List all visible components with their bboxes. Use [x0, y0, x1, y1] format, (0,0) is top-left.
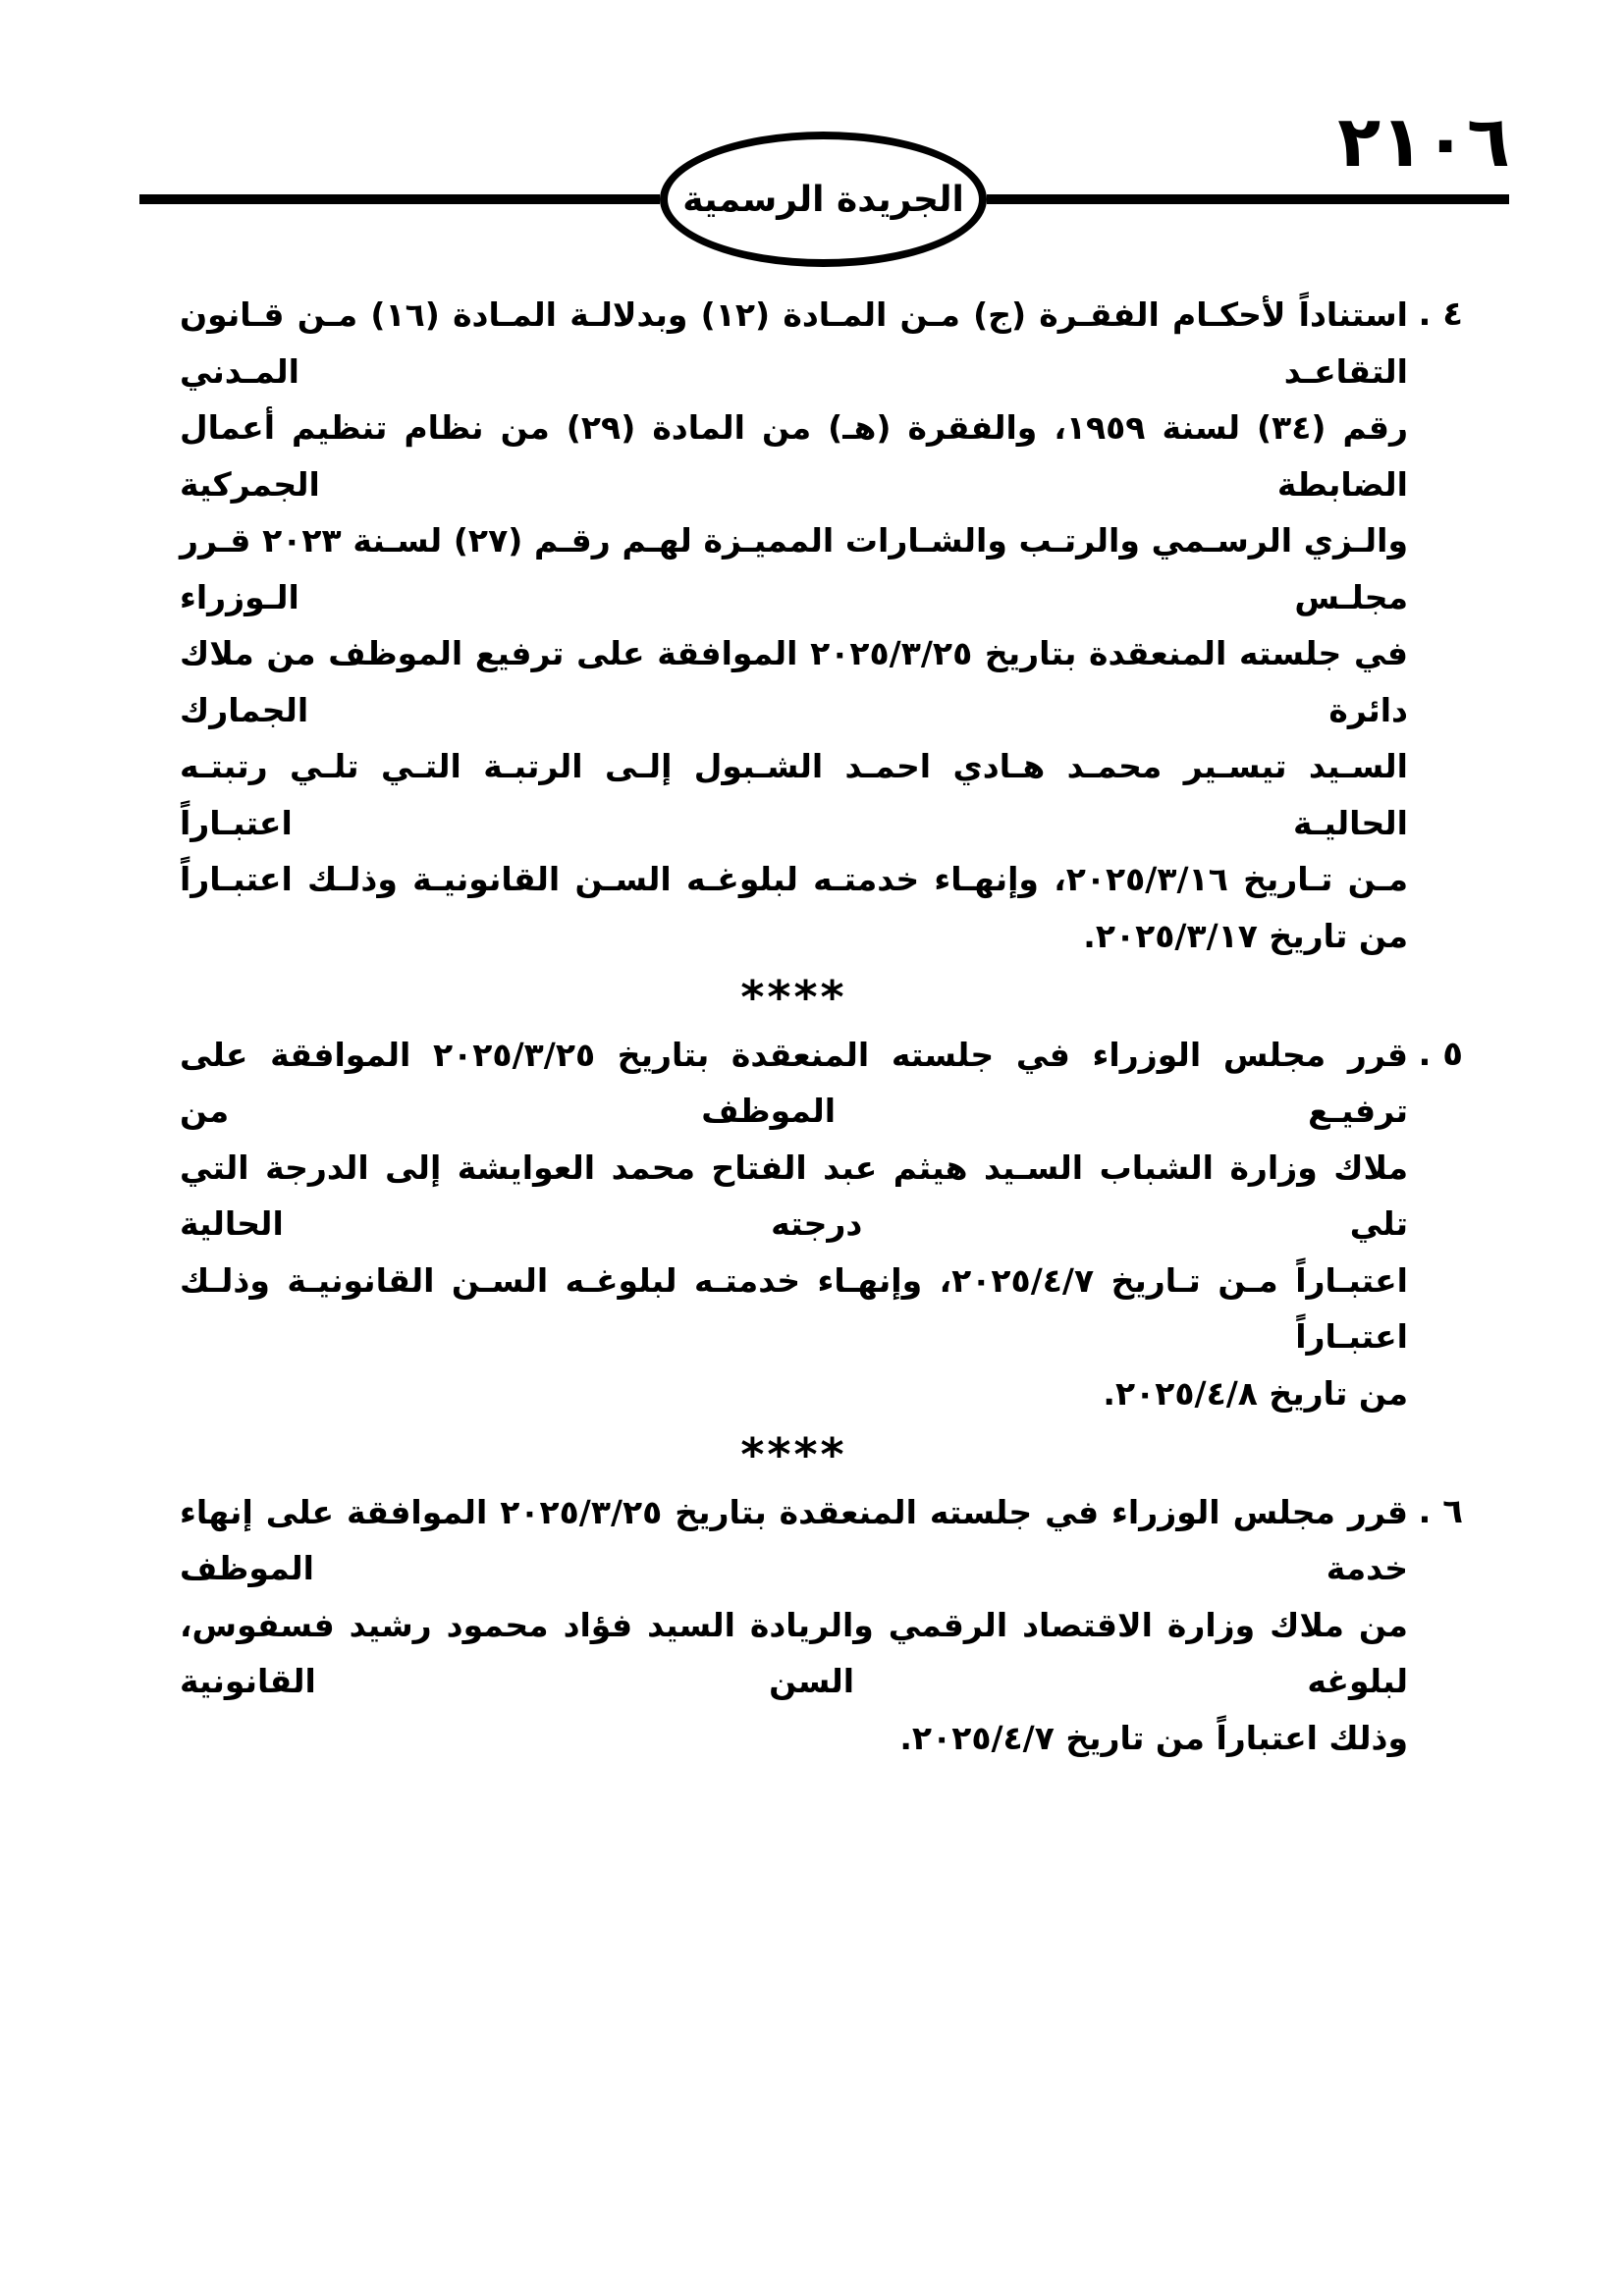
item-number: ٦ .: [1418, 1491, 1463, 1531]
decree-text: [180, 287, 1408, 964]
decree-text-line: استناداً لأحكـام الفقـرة (ج) مـن المـادة (١٢) وبدلالـة المـادة (١٦) مـن قـانون التقاعـد المـدني: [180, 295, 1408, 391]
gazette-title: الجريدة الرسمية: [682, 179, 964, 220]
decree-text-line: مـن تـاريخ ٢٠٢٥/٣/١٦، وإنهـاء خدمتـه لبلوغـه السـن القانونيـة وذلـك اعتبـاراً: [180, 860, 1408, 898]
item-number: ٥ .: [1418, 1034, 1463, 1074]
decree-item-٦: [180, 1484, 1463, 1767]
header-rule-left: [139, 194, 660, 204]
decree-text-line: ملاك وزارة الشباب السـيد هيثم عبد الفتاح محمد العوايشة إلى الدرجة التي تلي درجته الحالية: [180, 1148, 1408, 1243]
decree-text-line: قرر مجلس الوزراء في جلسته المنعقدة بتاريخ ٢٠٢٥/٣/٢٥ الموافقة على ترفيـع الموظف من: [180, 1035, 1408, 1130]
decree-text-line: من ملاك وزارة الاقتصاد الرقمي والريادة السيد فؤاد محمود رشيد فسفوس، لبلوغه السن القانونية: [180, 1605, 1408, 1700]
decree-text-line: قرر مجلس الوزراء في جلسته المنعقدة بتاريخ ٢٠٢٥/٣/٢٥ الموافقة على إنهاء خدمة الموظف: [180, 1492, 1408, 1587]
section-separator: ****: [740, 971, 847, 1024]
decree-text-line: رقم (٣٤) لسنة ١٩٥٩، والفقرة (هـ) من المادة (٢٩) من نظام تنظيم أعمال الضابطة الجمركية: [180, 408, 1409, 504]
decree-text-line: في جلسته المنعقدة بتاريخ ٢٠٢٥/٣/٢٥ الموافقة على ترفيع الموظف من ملاك دائرة الجمارك: [180, 634, 1408, 729]
decree-text: [180, 1027, 1408, 1422]
section-separator: ****: [740, 1428, 847, 1481]
decree-text-line: اعتبـاراً مـن تـاريخ ٢٠٢٥/٤/٧، وإنهـاء خدمتـه لبلوغـه السـن القانونيـة وذلـك اعتبـاراً: [180, 1260, 1408, 1356]
decrees-list: [180, 287, 1463, 1766]
decree-text: [180, 1484, 1408, 1767]
decree-item-٥: [180, 1027, 1463, 1422]
item-number: ٤ .: [1418, 294, 1463, 334]
decree-text-line: والـزي الرسـمي والرتـب والشـارات المميـزة لهـم رقـم (٢٧) لسـنة ٢٠٢٣ قـرر مجلـس الـوزراء: [180, 521, 1409, 616]
decree-text-line: من تاريخ ٢٠٢٥/٤/٨.: [1103, 1373, 1408, 1413]
header-rule-right: [987, 194, 1509, 204]
decree-text-line: من تاريخ ٢٠٢٥/٣/١٧.: [1083, 916, 1408, 955]
decree-text-line: وذلك اعتباراً من تاريخ ٢٠٢٥/٤/٧.: [899, 1718, 1408, 1757]
gazette-title-badge: [660, 132, 987, 267]
page-number: ٢١٠٦: [1337, 100, 1510, 183]
decree-item-٤: [180, 287, 1463, 964]
decree-text-line: السـيد تيسـير محمـد هـادي احمـد الشـبول إلـى الرتبـة التـي تلـي رتبتـه الحاليـة اعتبـاراً: [180, 747, 1408, 842]
